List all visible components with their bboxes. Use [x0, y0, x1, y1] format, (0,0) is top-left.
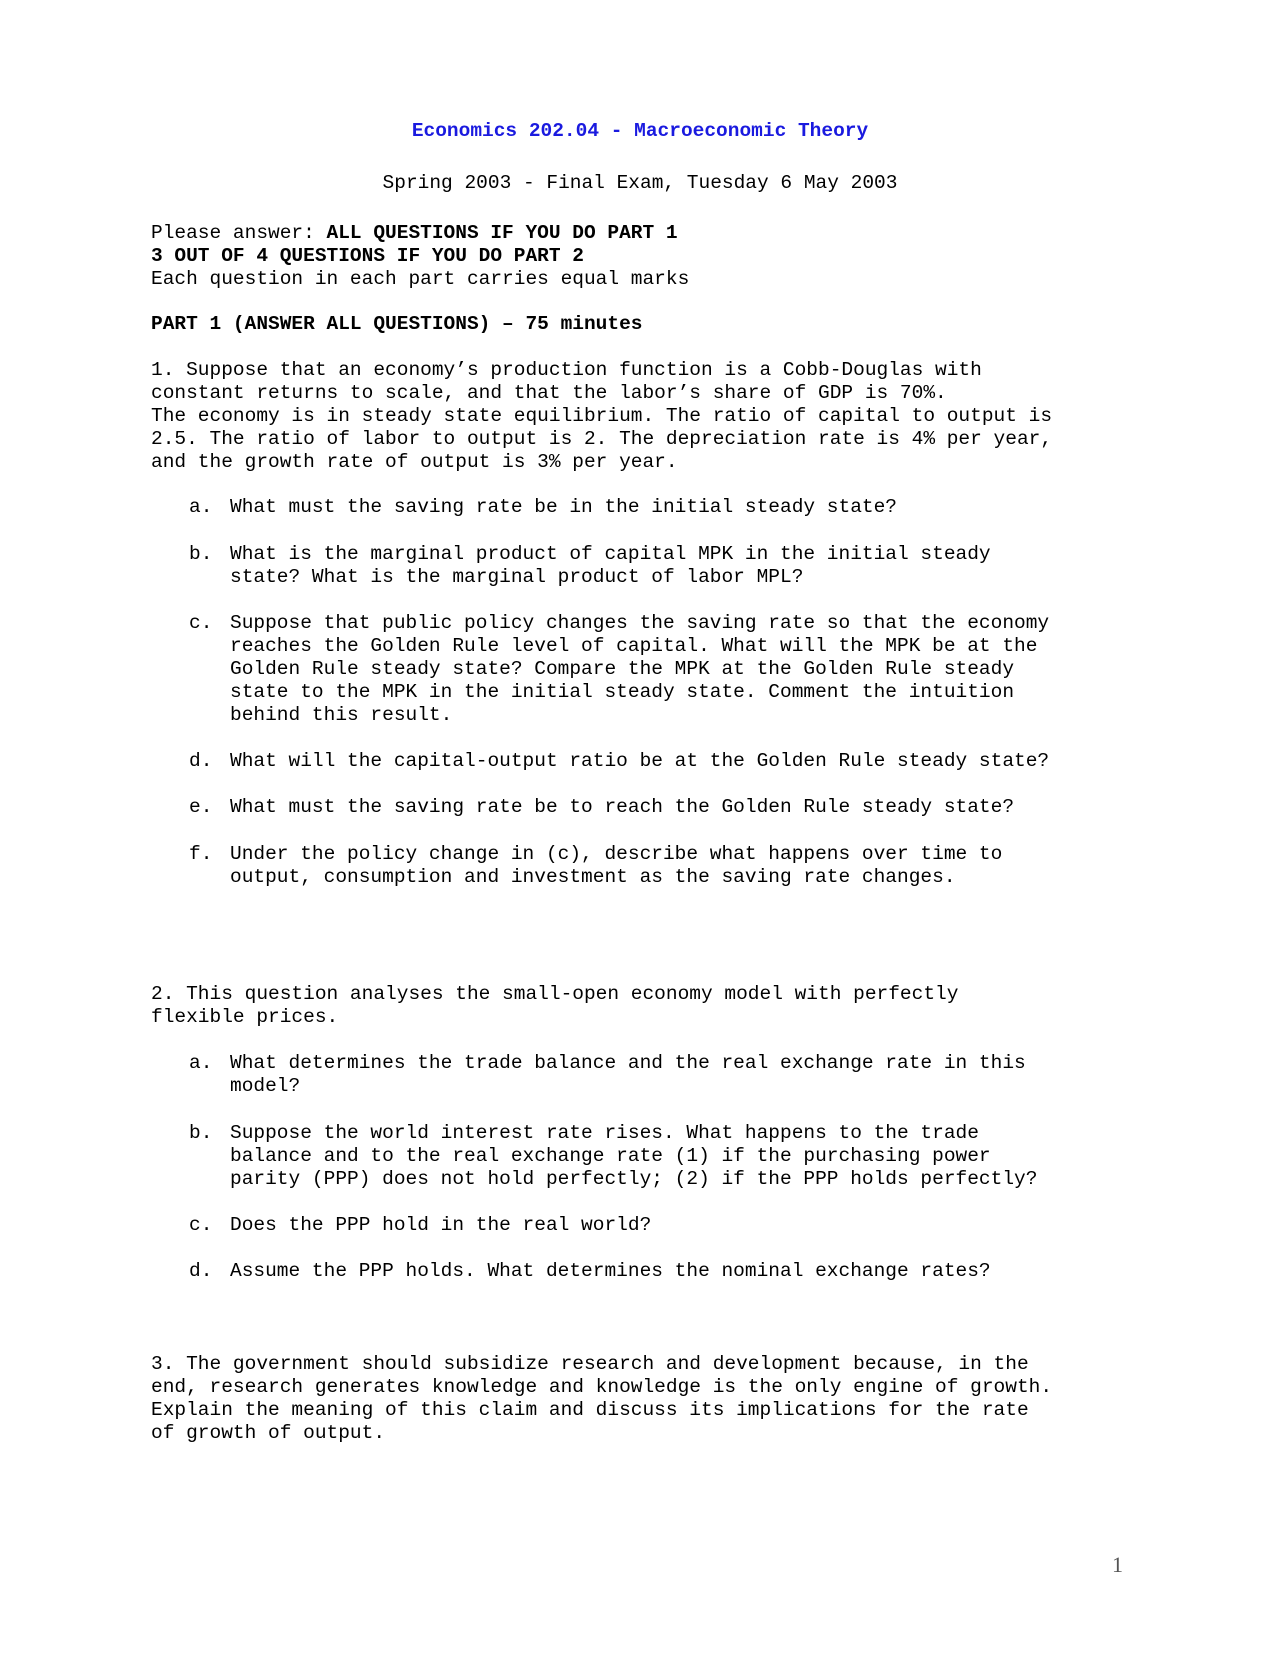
- question-2d-text: Assume the PPP holds. What determines the nominal exchange rates?: [230, 1260, 991, 1282]
- question-1f-text: output, consumption and investment as the saving rate changes.: [230, 866, 956, 888]
- question-2-intro-line: flexible prices.: [151, 1006, 339, 1028]
- question-1d-text: What will the capital-output ratio be at the Golden Rule steady state?: [230, 750, 1050, 772]
- question-3-line: Explain the meaning of this claim and discuss its implications for the rate: [151, 1399, 1029, 1421]
- question-2b-text: balance and to the real exchange rate (1) if the purchasing power: [230, 1145, 991, 1167]
- page-number: 1: [1112, 1552, 1123, 1577]
- question-3-line: 3. The government should subsidize research and development because, in the: [151, 1353, 1029, 1375]
- question-1-intro-line: The economy is in steady state equilibrium. The ratio of capital to output is: [151, 405, 1053, 427]
- question-2a-label: a.: [189, 1052, 213, 1074]
- question-1a-label: a.: [189, 496, 213, 518]
- question-1b-label: b.: [189, 543, 213, 565]
- question-1b-text: What is the marginal product of capital MPK in the initial steady: [230, 543, 991, 565]
- question-3-line: of growth of output.: [151, 1422, 386, 1444]
- question-2c-text: Does the PPP hold in the real world?: [230, 1214, 652, 1236]
- question-1c-text: Suppose that public policy changes the saving rate so that the economy: [230, 612, 1050, 634]
- document-title: Economics 202.04 - Macroeconomic Theory: [411, 120, 869, 142]
- question-1c-text: state to the MPK in the initial steady state. Comment the intuition: [230, 681, 1015, 703]
- document-subtitle: Spring 2003 - Final Exam, Tuesday 6 May 2003: [382, 172, 898, 194]
- question-2a-text: model?: [230, 1075, 301, 1097]
- question-1-intro-line: 2.5. The ratio of labor to output is 2. The depreciation rate is 4% per year,: [151, 428, 1053, 450]
- question-1c-label: c.: [189, 612, 213, 634]
- part1-heading: PART 1 (ANSWER ALL QUESTIONS) – 75 minutes: [151, 313, 643, 335]
- question-1f-label: f.: [189, 843, 213, 865]
- question-1e-label: e.: [189, 796, 213, 818]
- instructions-prefix: Please answer:: [151, 222, 327, 244]
- question-1e-text: What must the saving rate be to reach the Golden Rule steady state?: [230, 796, 1015, 818]
- question-2a-text: What determines the trade balance and the real exchange rate in this: [230, 1052, 1026, 1074]
- instructions-part2-rule: 3 OUT OF 4 QUESTIONS IF YOU DO PART 2: [151, 245, 584, 267]
- question-1c-text: behind this result.: [230, 704, 453, 726]
- question-2b-text: Suppose the world interest rate rises. What happens to the trade: [230, 1122, 979, 1144]
- question-2c-label: c.: [189, 1214, 213, 1236]
- instructions-marks-note: Each question in each part carries equal marks: [151, 268, 690, 290]
- question-2b-text: parity (PPP) does not hold perfectly; (2) if the PPP holds perfectly?: [230, 1168, 1038, 1190]
- question-2b-label: b.: [189, 1122, 213, 1144]
- instructions-part1-rule: ALL QUESTIONS IF YOU DO PART 1: [326, 222, 678, 244]
- question-1f-text: Under the policy change in (c), describe what happens over time to: [230, 843, 1003, 865]
- question-1a-text: What must the saving rate be in the initial steady state?: [230, 496, 898, 518]
- question-1-intro-line: and the growth rate of output is 3% per year.: [151, 451, 678, 473]
- instructions-line-1: [151, 224, 678, 244]
- question-2d-label: d.: [189, 1260, 213, 1282]
- question-1-intro-line: constant returns to scale, and that the labor’s share of GDP is 70%.: [151, 382, 947, 404]
- question-1b-text: state? What is the marginal product of labor MPL?: [230, 566, 804, 588]
- question-1c-text: reaches the Golden Rule level of capital. What will the MPK be at the: [230, 635, 1038, 657]
- question-3-line: end, research generates knowledge and knowledge is the only engine of growth.: [151, 1376, 1053, 1398]
- question-1d-label: d.: [189, 750, 213, 772]
- question-2-intro-line: 2. This question analyses the small-open economy model with perfectly: [151, 983, 959, 1005]
- question-1c-text: Golden Rule steady state? Compare the MPK at the Golden Rule steady: [230, 658, 1015, 680]
- question-1-intro-line: 1. Suppose that an economy’s production function is a Cobb-Douglas with: [151, 359, 982, 381]
